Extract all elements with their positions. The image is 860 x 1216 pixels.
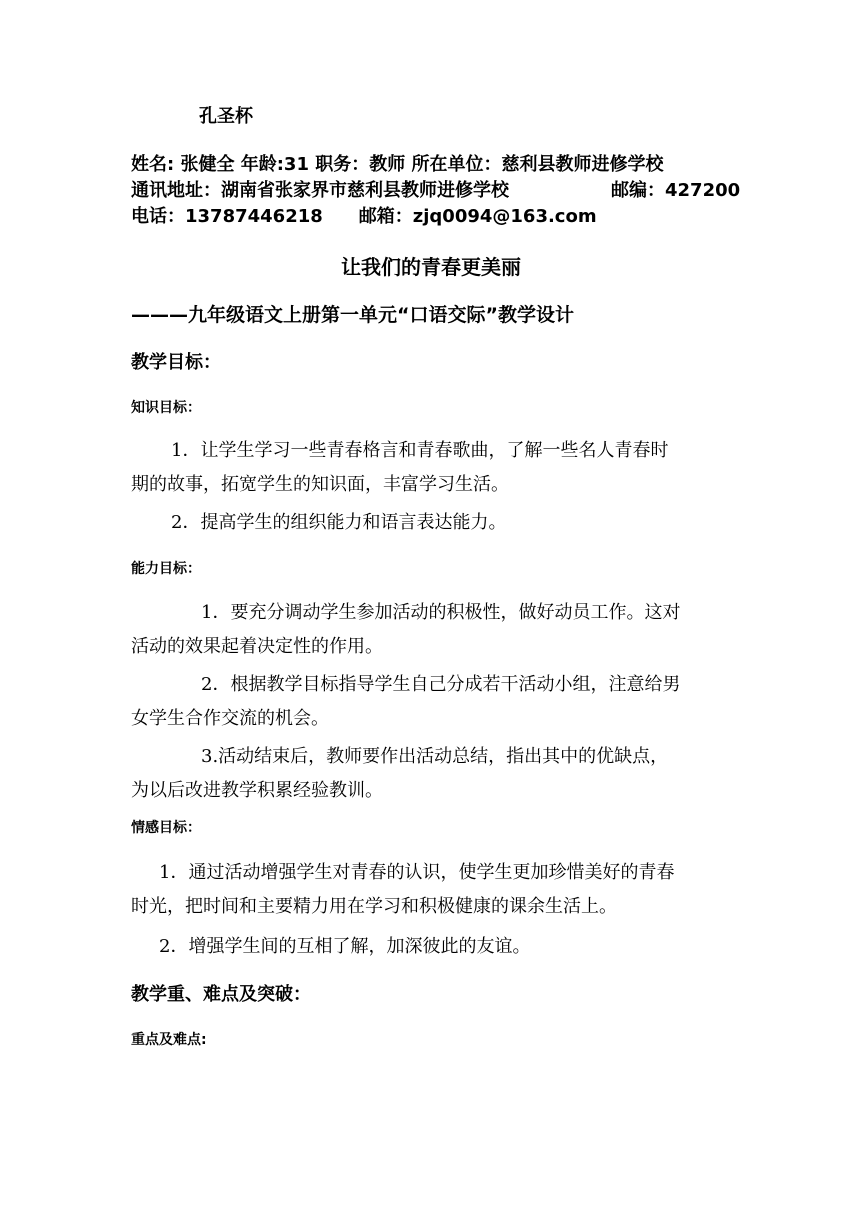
knowledge-item-1-line-b: 期的故事，拓宽学生的知识面，丰富学习生活。 <box>131 474 509 495</box>
ability-item-3-line-b: 为以后改进教学积累经验教训。 <box>131 780 383 801</box>
emotion-item-2-line: 2．增强学生间的互相了解，加深彼此的友谊。 <box>159 936 531 957</box>
ability-item-2-line-b: 女学生合作交流的机会。 <box>131 708 329 729</box>
ability-item-1-line-a: 1．要充分调动学生参加活动的积极性，做好动员工作。这对 <box>201 602 681 623</box>
knowledge-item-2 <box>131 506 731 540</box>
knowledge-item-1-line-a: 1．让学生学习一些青春格言和青春歌曲，了解一些名人青春时 <box>171 440 669 461</box>
ability-item-3-line-a: 3.活动结束后，教师要作出活动总结，指出其中的优缺点， <box>201 746 669 767</box>
knowledge-item-2-line: 2．提高学生的组织能力和语言表达能力。 <box>171 512 507 533</box>
ability-item-1-line-b: 活动的效果起着决定性的作用。 <box>131 636 383 657</box>
knowledge-item-1 <box>131 434 731 502</box>
emotion-item-1 <box>131 856 731 924</box>
document-subtitle: ———九年级语文上册第一单元“口语交际”教学设计 <box>131 304 574 326</box>
keypoints-heading: 教学重、难点及突破： <box>131 984 311 1005</box>
author-info-line: 姓名: 张健全 年龄:31 职务：教师 所在单位：慈利县教师进修学校 <box>131 154 664 175</box>
knowledge-heading: 知识目标： <box>131 400 201 416</box>
document-title: 让我们的青春更美丽 <box>341 255 521 279</box>
postcode: 邮编：427200 <box>611 180 741 201</box>
emotion-heading: 情感目标： <box>131 820 201 836</box>
goals-heading: 教学目标： <box>131 352 221 373</box>
ability-item-2 <box>131 668 731 736</box>
address: 通讯地址：湖南省张家界市慈利县教师进修学校 <box>131 180 509 201</box>
keypoints-subheading: 重点及难点: <box>131 1032 207 1048</box>
ability-item-1 <box>131 596 731 664</box>
ability-heading: 能力目标： <box>131 561 201 577</box>
emotion-item-1-line-a: 1．通过活动增强学生对青春的认识，使学生更加珍惜美好的青春 <box>159 862 675 883</box>
emotion-item-2 <box>131 930 731 964</box>
contact-line: 电话：13787446218 邮箱：zjq0094@163.com <box>131 206 597 227</box>
ability-item-3 <box>131 740 731 808</box>
cup-title: 孔圣杯 <box>199 106 253 127</box>
emotion-item-1-line-b: 时光，把时间和主要精力用在学习和积极健康的课余生活上。 <box>131 896 617 917</box>
ability-item-2-line-a: 2．根据教学目标指导学生自己分成若干活动小组，注意给男 <box>201 674 681 695</box>
